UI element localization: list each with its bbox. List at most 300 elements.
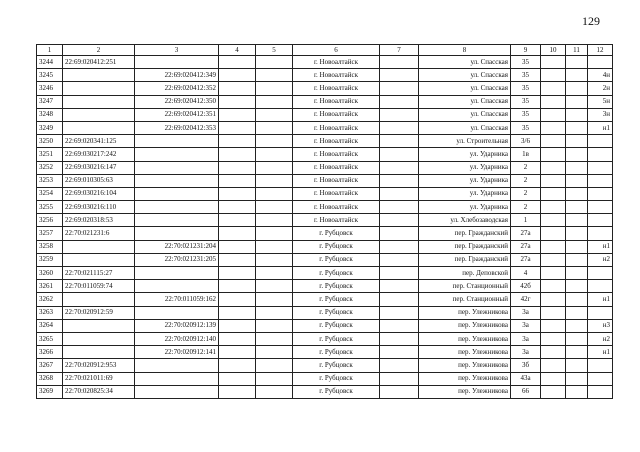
table-cell-col-12: н3 [588, 319, 613, 332]
table-cell-col-12 [588, 385, 613, 398]
table-cell-col-7 [380, 121, 419, 134]
table-cell-col-11 [566, 253, 588, 266]
table-cell-col-5 [256, 148, 293, 161]
table-cell-col-9: 2 [511, 174, 541, 187]
table-cell-col-10 [541, 359, 566, 372]
column-header-7: 7 [380, 45, 419, 56]
table-cell-col-4 [219, 280, 256, 293]
table-cell-col-3 [135, 187, 219, 200]
table-cell-col-2: 22:70:021115:27 [63, 267, 135, 280]
table-cell-col-4 [219, 306, 256, 319]
table-cell-col-12 [588, 214, 613, 227]
table-cell-col-6: г. Рубцовск [293, 359, 380, 372]
table-cell-col-12: н1 [588, 240, 613, 253]
table-cell-col-2 [63, 82, 135, 95]
table-cell-col-3 [135, 385, 219, 398]
table-cell-col-9: 3а [511, 346, 541, 359]
table-cell-col-12 [588, 267, 613, 280]
table-cell-col-3 [135, 148, 219, 161]
table-cell-col-4 [219, 82, 256, 95]
table-cell-col-2 [63, 253, 135, 266]
table-cell-col-6: г. Рубцовск [293, 306, 380, 319]
table-cell-col-4 [219, 385, 256, 398]
table-cell-col-1: 3267 [37, 359, 63, 372]
table-cell-col-1: 3249 [37, 121, 63, 134]
table-cell-col-1: 3247 [37, 95, 63, 108]
table-cell-col-4 [219, 319, 256, 332]
table-cell-col-8: ул. Спасская [419, 121, 511, 134]
table-cell-col-6: г. Рубцовск [293, 227, 380, 240]
table-cell-col-10 [541, 187, 566, 200]
table-cell-col-6: г. Рубцовск [293, 332, 380, 345]
table-cell-col-8: пер. Станционный [419, 280, 511, 293]
table-cell-col-1: 3266 [37, 346, 63, 359]
table-cell-col-1: 3264 [37, 319, 63, 332]
table-cell-col-3 [135, 359, 219, 372]
table-cell-col-2: 22:69:030216:104 [63, 187, 135, 200]
table-cell-col-9: 2 [511, 201, 541, 214]
table-cell-col-7 [380, 174, 419, 187]
table-cell-col-1: 3254 [37, 187, 63, 200]
table-cell-col-6: г. Новоалтайск [293, 135, 380, 148]
table-cell-col-2: 22:69:030216:110 [63, 201, 135, 214]
table-cell-col-7 [380, 267, 419, 280]
table-cell-col-6: г. Новоалтайск [293, 56, 380, 69]
table-cell-col-10 [541, 267, 566, 280]
table-cell-col-1: 3263 [37, 306, 63, 319]
table-cell-col-5 [256, 240, 293, 253]
table-cell-col-5 [256, 267, 293, 280]
table-cell-col-11 [566, 135, 588, 148]
table-cell-col-10 [541, 240, 566, 253]
table-cell-col-4 [219, 95, 256, 108]
table-cell-col-3 [135, 214, 219, 227]
table-cell-col-9: 4 [511, 267, 541, 280]
table-row [37, 306, 613, 319]
table-cell-col-3 [135, 267, 219, 280]
table-cell-col-10 [541, 108, 566, 121]
column-header-5: 5 [256, 45, 293, 56]
table-cell-col-9: 3б [511, 359, 541, 372]
table-cell-col-11 [566, 240, 588, 253]
table-row [37, 108, 613, 121]
table-cell-col-2: 22:69:030216:147 [63, 161, 135, 174]
table-cell-col-10 [541, 135, 566, 148]
table-cell-col-12: н2 [588, 253, 613, 266]
table-cell-col-1: 3255 [37, 201, 63, 214]
table-cell-col-11 [566, 306, 588, 319]
table-cell-col-4 [219, 293, 256, 306]
table-cell-col-1: 3259 [37, 253, 63, 266]
table-cell-col-2: 22:69:020412:251 [63, 56, 135, 69]
table-cell-col-11 [566, 332, 588, 345]
column-header-8: 8 [419, 45, 511, 56]
table-cell-col-6: г. Рубцовск [293, 267, 380, 280]
table-cell-col-8: ул. Ударника [419, 161, 511, 174]
table-cell-col-3 [135, 135, 219, 148]
table-cell-col-11 [566, 161, 588, 174]
table-cell-col-12 [588, 201, 613, 214]
table-row [37, 385, 613, 398]
table-cell-col-2: 22:69:030217:242 [63, 148, 135, 161]
table-row [37, 161, 613, 174]
table-cell-col-3 [135, 227, 219, 240]
table-cell-col-11 [566, 174, 588, 187]
table-cell-col-11 [566, 346, 588, 359]
table-cell-col-4 [219, 267, 256, 280]
table-cell-col-3 [135, 174, 219, 187]
column-header-1: 1 [37, 45, 63, 56]
table-cell-col-9: 1в [511, 148, 541, 161]
header-row [37, 45, 613, 56]
table-cell-col-10 [541, 372, 566, 385]
table-cell-col-1: 3265 [37, 332, 63, 345]
table-cell-col-9: 1 [511, 214, 541, 227]
table-cell-col-9: 3а [511, 332, 541, 345]
table-row [37, 135, 613, 148]
table-cell-col-10 [541, 82, 566, 95]
table-cell-col-12: н1 [588, 121, 613, 134]
table-cell-col-6: г. Рубцовск [293, 240, 380, 253]
table-cell-col-5 [256, 201, 293, 214]
table-cell-col-5 [256, 359, 293, 372]
table-cell-col-8: ул. Спасская [419, 69, 511, 82]
table-cell-col-2: 22:70:020912:59 [63, 306, 135, 319]
table-row [37, 214, 613, 227]
table-cell-col-11 [566, 372, 588, 385]
table-cell-col-7 [380, 82, 419, 95]
table-cell-col-9: 3а [511, 319, 541, 332]
table-row [37, 332, 613, 345]
table-cell-col-4 [219, 121, 256, 134]
table-cell-col-6: г. Рубцовск [293, 280, 380, 293]
table-cell-col-4 [219, 174, 256, 187]
table-cell-col-8: пер. Улежникова [419, 346, 511, 359]
table-cell-col-7 [380, 227, 419, 240]
table-cell-col-3 [135, 56, 219, 69]
table-cell-col-2: 22:70:021011:69 [63, 372, 135, 385]
table-cell-col-6: г. Рубцовск [293, 253, 380, 266]
table-cell-col-5 [256, 187, 293, 200]
table-cell-col-9: 35 [511, 121, 541, 134]
table-cell-col-9: 27а [511, 253, 541, 266]
table-row [37, 280, 613, 293]
table-cell-col-11 [566, 148, 588, 161]
table-cell-col-1: 3257 [37, 227, 63, 240]
table-cell-col-4 [219, 135, 256, 148]
table-cell-col-8: пер. Гражданский [419, 253, 511, 266]
table-cell-col-10 [541, 56, 566, 69]
table-cell-col-2 [63, 346, 135, 359]
table-cell-col-11 [566, 69, 588, 82]
table-cell-col-6: г. Рубцовск [293, 319, 380, 332]
table-cell-col-12 [588, 135, 613, 148]
table-cell-col-9: 2 [511, 161, 541, 174]
table-cell-col-10 [541, 214, 566, 227]
column-header-9: 9 [511, 45, 541, 56]
table-cell-col-10 [541, 148, 566, 161]
table-cell-col-1: 3245 [37, 69, 63, 82]
table-cell-col-9: 3а [511, 306, 541, 319]
table-row [37, 240, 613, 253]
table-row [37, 201, 613, 214]
table-cell-col-2 [63, 293, 135, 306]
table-cell-col-10 [541, 227, 566, 240]
table-cell-col-2: 22:69:010305:63 [63, 174, 135, 187]
table-row [37, 253, 613, 266]
table-cell-col-6: г. Новоалтайск [293, 95, 380, 108]
table-cell-col-7 [380, 240, 419, 253]
table-cell-col-8: ул. Ударника [419, 187, 511, 200]
table-cell-col-6: г. Новоалтайск [293, 121, 380, 134]
column-header-11: 11 [566, 45, 588, 56]
table-cell-col-4 [219, 201, 256, 214]
table-cell-col-8: ул. Ударника [419, 201, 511, 214]
table-cell-col-1: 3256 [37, 214, 63, 227]
table-cell-col-11 [566, 385, 588, 398]
table-cell-col-6: г. Рубцовск [293, 346, 380, 359]
table-cell-col-12: 5н [588, 95, 613, 108]
table-cell-col-7 [380, 306, 419, 319]
table-row [37, 346, 613, 359]
table-cell-col-11 [566, 319, 588, 332]
table-cell-col-10 [541, 121, 566, 134]
table-cell-col-8: пер. Гражданский [419, 240, 511, 253]
table-cell-col-4 [219, 148, 256, 161]
table-cell-col-3 [135, 201, 219, 214]
table-cell-col-11 [566, 293, 588, 306]
table-cell-col-7 [380, 332, 419, 345]
table-cell-col-10 [541, 69, 566, 82]
table-cell-col-12 [588, 187, 613, 200]
table-cell-col-5 [256, 293, 293, 306]
table-cell-col-4 [219, 161, 256, 174]
table-cell-col-10 [541, 161, 566, 174]
table-cell-col-5 [256, 253, 293, 266]
table-cell-col-1: 3248 [37, 108, 63, 121]
table-cell-col-9: 35 [511, 82, 541, 95]
table-cell-col-9: 27а [511, 240, 541, 253]
table-row [37, 174, 613, 187]
table-cell-col-10 [541, 346, 566, 359]
table-cell-col-1: 3262 [37, 293, 63, 306]
table-cell-col-3: 22:69:020412:349 [135, 69, 219, 82]
table-cell-col-9: 27а [511, 227, 541, 240]
table-row [37, 148, 613, 161]
table-cell-col-2: 22:69:020318:53 [63, 214, 135, 227]
table-cell-col-1: 3261 [37, 280, 63, 293]
table-cell-col-9: 66 [511, 385, 541, 398]
table-cell-col-8: пер. Гражданский [419, 227, 511, 240]
table-cell-col-6: г. Новоалтайск [293, 69, 380, 82]
table-row [37, 372, 613, 385]
table-cell-col-10 [541, 201, 566, 214]
page-number: 129 [582, 14, 600, 28]
table-cell-col-9: 35 [511, 56, 541, 69]
table-header [37, 45, 613, 56]
table-cell-col-5 [256, 135, 293, 148]
table-cell-col-3 [135, 161, 219, 174]
table-cell-col-7 [380, 385, 419, 398]
table-cell-col-6: г. Рубцовск [293, 372, 380, 385]
table-cell-col-11 [566, 201, 588, 214]
table-row [37, 267, 613, 280]
table-cell-col-7 [380, 214, 419, 227]
table-cell-col-11 [566, 108, 588, 121]
table-cell-col-8: пер. Улежникова [419, 332, 511, 345]
table-cell-col-12 [588, 148, 613, 161]
table-cell-col-6: г. Новоалтайск [293, 161, 380, 174]
table-cell-col-8: ул. Спасская [419, 82, 511, 95]
table-row [37, 187, 613, 200]
table-cell-col-9: 35 [511, 108, 541, 121]
table-cell-col-7 [380, 161, 419, 174]
table-cell-col-11 [566, 214, 588, 227]
table-cell-col-12 [588, 56, 613, 69]
table-cell-col-12: 4н [588, 69, 613, 82]
table-cell-col-3: 22:70:021231:205 [135, 253, 219, 266]
table-cell-col-3: 22:69:020412:351 [135, 108, 219, 121]
table-cell-col-3: 22:69:020412:352 [135, 82, 219, 95]
table-cell-col-2 [63, 319, 135, 332]
table-cell-col-7 [380, 280, 419, 293]
table-cell-col-8: пер. Улежникова [419, 306, 511, 319]
table-cell-col-8: пер. Деповской [419, 267, 511, 280]
table-cell-col-3: 22:70:011059:162 [135, 293, 219, 306]
table-cell-col-5 [256, 214, 293, 227]
table-cell-col-10 [541, 280, 566, 293]
table-cell-col-5 [256, 161, 293, 174]
table-cell-col-4 [219, 332, 256, 345]
table-cell-col-5 [256, 280, 293, 293]
table-cell-col-9: 3/6 [511, 135, 541, 148]
table-row [37, 359, 613, 372]
table-cell-col-5 [256, 332, 293, 345]
table-cell-col-4 [219, 187, 256, 200]
table-cell-col-8: ул. Спасская [419, 95, 511, 108]
table-cell-col-4 [219, 372, 256, 385]
table-cell-col-10 [541, 95, 566, 108]
table-cell-col-10 [541, 332, 566, 345]
table-cell-col-1: 3258 [37, 240, 63, 253]
table-cell-col-6: г. Новоалтайск [293, 214, 380, 227]
table-cell-col-2 [63, 332, 135, 345]
table-cell-col-12: 3н [588, 108, 613, 121]
table-cell-col-1: 3269 [37, 385, 63, 398]
table-cell-col-3: 22:70:021231:204 [135, 240, 219, 253]
table-cell-col-4 [219, 69, 256, 82]
table-cell-col-9: 35 [511, 95, 541, 108]
table-cell-col-2 [63, 240, 135, 253]
table-cell-col-1: 3244 [37, 56, 63, 69]
table-cell-col-6: г. Новоалтайск [293, 201, 380, 214]
table-row [37, 95, 613, 108]
table-cell-col-12 [588, 359, 613, 372]
table-cell-col-8: ул. Ударника [419, 174, 511, 187]
table-cell-col-4 [219, 214, 256, 227]
table-cell-col-12: 2н [588, 82, 613, 95]
table-cell-col-11 [566, 359, 588, 372]
table-body [37, 56, 613, 399]
table-cell-col-3: 22:69:020412:353 [135, 121, 219, 134]
table-cell-col-10 [541, 174, 566, 187]
table-cell-col-3 [135, 306, 219, 319]
table-cell-col-11 [566, 56, 588, 69]
table-cell-col-1: 3253 [37, 174, 63, 187]
table-cell-col-4 [219, 56, 256, 69]
table-cell-col-6: г. Новоалтайск [293, 108, 380, 121]
table-cell-col-7 [380, 56, 419, 69]
table-cell-col-3: 22:70:020912:140 [135, 332, 219, 345]
table-cell-col-5 [256, 174, 293, 187]
table-cell-col-4 [219, 227, 256, 240]
table-cell-col-9: 42б [511, 280, 541, 293]
table-cell-col-1: 3260 [37, 267, 63, 280]
table-cell-col-12 [588, 227, 613, 240]
table-cell-col-7 [380, 372, 419, 385]
table-cell-col-9: 2 [511, 187, 541, 200]
table-cell-col-9: 42г [511, 293, 541, 306]
table-cell-col-9: 35 [511, 69, 541, 82]
table-cell-col-5 [256, 69, 293, 82]
table-cell-col-6: г. Рубцовск [293, 385, 380, 398]
table-cell-col-8: пер. Станционный [419, 293, 511, 306]
table-cell-col-1: 3252 [37, 161, 63, 174]
table-cell-col-2 [63, 69, 135, 82]
column-header-3: 3 [135, 45, 219, 56]
table-cell-col-5 [256, 108, 293, 121]
table-cell-col-3 [135, 372, 219, 385]
table-cell-col-6: г. Новоалтайск [293, 174, 380, 187]
table-cell-col-1: 3246 [37, 82, 63, 95]
table-cell-col-2 [63, 108, 135, 121]
table-cell-col-8: ул. Строительная [419, 135, 511, 148]
table-cell-col-12 [588, 306, 613, 319]
table-cell-col-5 [256, 346, 293, 359]
table-cell-col-3: 22:70:020912:139 [135, 319, 219, 332]
table-cell-col-7 [380, 201, 419, 214]
table-cell-col-8: ул. Ударника [419, 148, 511, 161]
table-cell-col-7 [380, 359, 419, 372]
table-cell-col-4 [219, 359, 256, 372]
table-cell-col-8: ул. Хлебозаводская [419, 214, 511, 227]
table-cell-col-8: пер. Улежникова [419, 359, 511, 372]
table-row [37, 227, 613, 240]
table-row [37, 82, 613, 95]
table-cell-col-7 [380, 293, 419, 306]
table-cell-col-7 [380, 108, 419, 121]
table-cell-col-6: г. Новоалтайск [293, 82, 380, 95]
table-row [37, 293, 613, 306]
table-cell-col-12 [588, 161, 613, 174]
table-cell-col-7 [380, 148, 419, 161]
table-row [37, 319, 613, 332]
table-cell-col-2: 22:70:020912:953 [63, 359, 135, 372]
table-cell-col-11 [566, 82, 588, 95]
table-cell-col-6: г. Новоалтайск [293, 187, 380, 200]
table-cell-col-8: пер. Улежникова [419, 385, 511, 398]
table-cell-col-12 [588, 280, 613, 293]
table-cell-col-1: 3251 [37, 148, 63, 161]
table-cell-col-11 [566, 95, 588, 108]
table-cell-col-5 [256, 121, 293, 134]
column-header-2: 2 [63, 45, 135, 56]
table-cell-col-10 [541, 293, 566, 306]
table-cell-col-8: ул. Спасская [419, 56, 511, 69]
table-cell-col-11 [566, 121, 588, 134]
table-cell-col-3: 22:69:020412:350 [135, 95, 219, 108]
column-header-6: 6 [293, 45, 380, 56]
